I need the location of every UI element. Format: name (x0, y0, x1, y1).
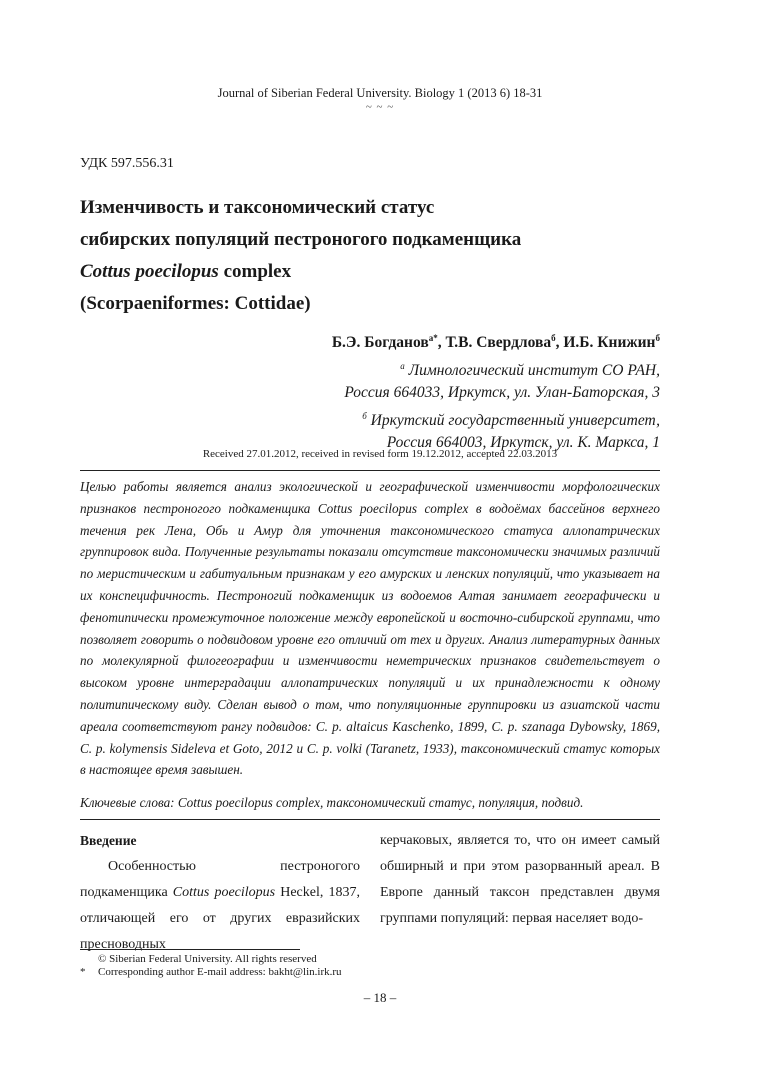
abstract-top-rule (80, 470, 660, 471)
affiliation-a-mark: а (400, 360, 405, 371)
journal-header: Journal of Siberian Federal University. Biology 1 (2013 6) 18-31 (217, 86, 543, 100)
affiliation-a-line-2: Россия 664033, Иркутск, ул. Улан-Баторская, 3 (344, 384, 660, 402)
footnote-rule (80, 949, 300, 950)
affiliation-a-text: Лимнологический институт СО РАН, (408, 361, 660, 379)
footnote-mark: * (80, 966, 86, 978)
footnote-corresponding-text: Corresponding author E-mail address: bakht@lin.irk.ru (98, 966, 342, 978)
keywords-bottom-rule (80, 819, 660, 820)
title-complex: complex (218, 261, 292, 282)
title-line-2: сибирских популяций пестроногого подкаменщика (80, 229, 522, 250)
keywords: Ключевые слова: Cottus poecilopus complex, таксономический статус, популяция, подвид. (80, 795, 584, 810)
intro-paragraph (80, 854, 360, 958)
footnote-copyright-text: © Siberian Federal University. All rights reserved (98, 953, 317, 965)
author-2: Т.В. Свердлова (445, 334, 552, 352)
right-column-paragraph: керчаковых, является то, что он имеет самый обширный и при этом разорванный ареал. В Европе данный таксон представлен двумя группами популяций: первая населяет водо- (380, 833, 660, 926)
article-title (80, 192, 521, 320)
affiliation-a-line-1 (332, 355, 660, 383)
title-line-1: Изменчивость и таксономический статус (80, 197, 435, 218)
abstract-text: Целью работы является анализ экологической и географической изменчивости морфологических признаков пестроногого подкаменщика Cottus poecilopus complex в водоёмах бассейнов верхнего течения рек Лена, Обь и Амур для уточнения таксономического статуса аллопатрических группировок вида. Полученные результаты показали отсутствие таксономически значимых различий по меристическим и габитуальным признакам у его амурских и ленских популяций, что указывает на их конспецифичность. Пестроногий подкаменщик из водоемов Алтая занимает географически и фенотипически промежуточное положение между европейской и восточно-сибирской группами, что позволяет говорить о подвидовом уровне его отличий от тех и других. Анализ литературных данных по молекулярной филогеографии и изменчивости неметрических признаков свидетельствует о высоком уровне интерградации аллопатрических популяций и их принадлежности к одному политипическому виду. Сделан вывод о том, что популяционные группировки из азиатской части ареала соответствуют рангу подвидов: C. p. altaicus Kaschenko, 1899, C. p. szanaga Dybowsky, 1869, C. p. kolymensis Sideleva et Goto, 2012 и C. p. volki (Taranetz, 1933), таксономический статус которых в настоящее время завышен. (80, 479, 660, 778)
author-names: Б.Э. Богданов$^{а*}$, Т.В. Свердлова$^б$, И.Б. Книжин$^б$ (331, 333, 660, 352)
author-1: Б.Э. Богданов (331, 334, 429, 352)
intro-species: Cottus poecilopus (172, 885, 276, 900)
received-dates: Received 27.01.2012, received in revised form 19.12.2012, accepted 22.03.2013 (202, 448, 558, 460)
footnote-corresponding (80, 966, 660, 978)
affiliation-b-line-1 (332, 405, 660, 433)
section-heading-intro: Введение (80, 833, 137, 848)
body-column-left (80, 828, 360, 958)
intro-text-1: Особенностью пестроногого подкаменщика (80, 859, 360, 900)
udk-code: УДК 597.556.31 (80, 156, 174, 171)
affiliation-b-mark: б (362, 410, 367, 421)
header-separator: ~ ~ ~ (365, 101, 395, 113)
body-column-right (380, 828, 660, 932)
page-number: – 18 – (363, 990, 397, 1005)
title-line-3 (80, 256, 521, 288)
affiliation-b-text: Иркутский государственный университет, (370, 411, 660, 429)
author-1-sup: а* (428, 333, 438, 343)
title-species: Cottus poecilopus (80, 261, 219, 282)
footnote-copyright (80, 953, 660, 965)
author-3-sup: б (655, 333, 660, 343)
author-2-sup: б (551, 333, 556, 343)
title-line-4: (Scorpaeniformes: Cottidae) (80, 293, 311, 314)
affiliation-b-line-2: Россия 664003, Иркутск, ул. К. Маркса, 1 (386, 434, 660, 452)
abstract (80, 476, 660, 781)
author-3: И.Б. Книжин (563, 334, 656, 352)
authors-block (332, 327, 660, 455)
intro-text-2: Heckel, 1837, отличающей его от других евразийских пресноводных (80, 885, 360, 952)
